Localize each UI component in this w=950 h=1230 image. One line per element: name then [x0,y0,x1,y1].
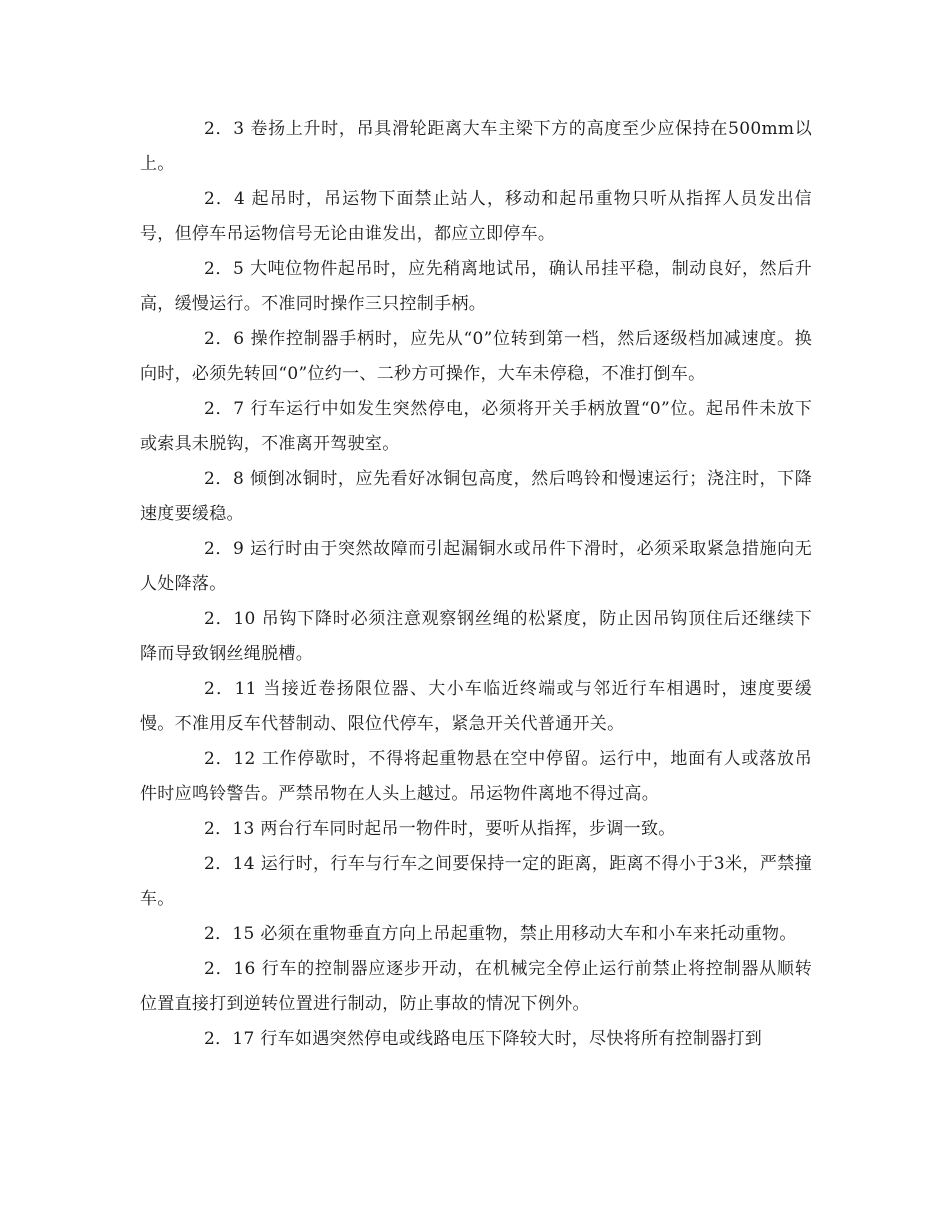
paragraph-2-16: 2．16 行车的控制器应逐步开动，在机械完全停止运行前禁止将控制器从顺转位置直接打到逆转位置进行制动，防止事故的情况下例外。 [140,959,812,1014]
paragraph-2-3: 2．3 卷扬上升时，吊具滑轮距离大车主梁下方的高度至少应保持在500mm以上。 [140,119,812,174]
paragraph-2-17: 2．17 行车如遇突然停电或线路电压下降较大时，尽快将所有控制器打到 [204,1029,763,1049]
paragraph-2-9: 2．9 运行时由于突然故障而引起漏铜水或吊件下滑时，必须采取紧急措施向无人处降落。 [140,539,812,594]
document-body [140,112,812,1057]
paragraph-2-4: 2．4 起吊时，吊运物下面禁止站人，移动和起吊重物只听从指挥人员发出信号，但停车吊运物信号无论由谁发出，都应立即停车。 [140,189,812,244]
paragraph-2-12: 2．12 工作停歇时，不得将起重物悬在空中停留。运行中，地面有人或落放吊件时应鸣铃警告。严禁吊物在人头上越过。吊运物件离地不得过高。 [140,749,812,804]
paragraph-2-13: 2．13 两台行车同时起吊一物件时，要听从指挥，步调一致。 [204,819,676,839]
paragraph-2-7: 2．7 行车运行中如发生突然停电，必须将开关手柄放置“0”位。起吊件未放下或索具未脱钩，不准离开驾驶室。 [140,399,812,454]
paragraph-2-11: 2．11 当接近卷扬限位器、大小车临近终端或与邻近行车相遇时，速度要缓慢。不准用反车代替制动、限位代停车，紧急开关代普通开关。 [140,679,812,734]
paragraph-2-8: 2．8 倾倒冰铜时，应先看好冰铜包高度，然后鸣铃和慢速运行；浇注时，下降速度要缓稳。 [140,469,812,524]
paragraph-2-5: 2．5 大吨位物件起吊时，应先稍离地试吊，确认吊挂平稳，制动良好，然后升高，缓慢运行。不准同时操作三只控制手柄。 [140,259,812,314]
paragraph-2-15: 2．15 必须在重物垂直方向上吊起重物，禁止用移动大车和小车来托动重物。 [204,924,797,944]
paragraph-2-6: 2．6 操作控制器手柄时，应先从“0”位转到第一档，然后逐级档加减速度。换向时，必须先转回“0”位约一、二秒方可操作，大车未停稳，不准打倒车。 [140,329,812,384]
paragraph-2-14: 2．14 运行时，行车与行车之间要保持一定的距离，距离不得小于3米，严禁撞车。 [140,854,812,909]
paragraph-2-10: 2．10 吊钩下降时必须注意观察钢丝绳的松紧度，防止因吊钩顶住后还继续下降而导致钢丝绳脱槽。 [140,609,812,664]
